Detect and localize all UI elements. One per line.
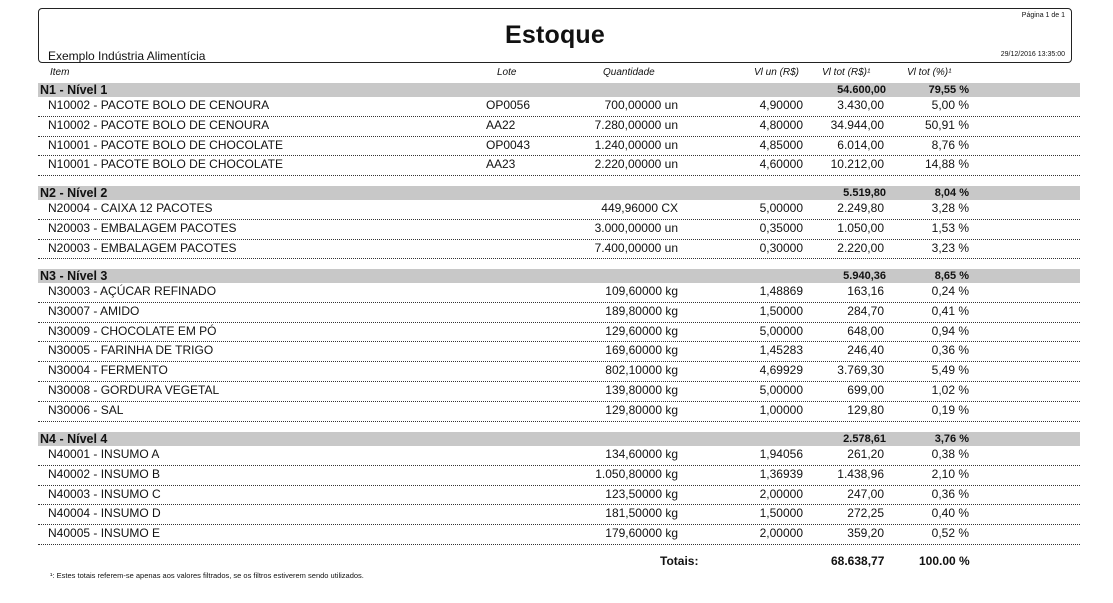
quantity-value: 802,10000 kg [605, 363, 678, 378]
unit-value: 1,36939 [759, 466, 803, 481]
totals-label: Totais: [660, 554, 699, 568]
percent-value: 0,38 % [931, 447, 969, 461]
percent-value: 5,00 % [931, 98, 969, 112]
percent-value: 0,52 % [931, 526, 969, 541]
item-name: N30006 - SAL [48, 402, 124, 417]
table-row [38, 486, 1080, 506]
col-header-vun: Vl un (R$) [754, 67, 800, 78]
totals-value: 68.638,77 [831, 554, 885, 568]
unit-value: 1,00000 [759, 402, 803, 417]
total-value: 261,20 [847, 447, 884, 461]
total-value: 3.769,30 [837, 363, 884, 378]
percent-value: 1,53 % [931, 220, 969, 235]
table-row [38, 382, 1080, 402]
total-value: 10.212,00 [830, 157, 884, 172]
item-name: N20004 - CAIXA 12 PACOTES [48, 201, 213, 215]
total-value: 284,70 [847, 303, 884, 318]
unit-value: 5,00000 [759, 201, 803, 215]
quantity-value: 449,96000 CX [601, 201, 678, 215]
group-pct: 79,55 % [928, 84, 969, 96]
item-name: N40003 - INSUMO C [48, 486, 161, 501]
item-name: N30005 - FARINHA DE TRIGO [48, 343, 214, 358]
percent-value: 0,94 % [931, 323, 969, 338]
group-total: 5.940,36 [843, 270, 886, 282]
item-name: N30003 - AÇÚCAR REFINADO [48, 284, 217, 298]
quantity-value: 1.050,80000 kg [595, 466, 678, 481]
group-name: N3 - Nível 3 [40, 269, 108, 283]
total-value: 129,80 [847, 402, 884, 417]
total-value: 1.438,96 [837, 466, 884, 481]
item-name: N40001 - INSUMO A [48, 447, 160, 461]
group-header [38, 83, 1080, 97]
percent-value: 50,91 % [924, 117, 969, 132]
total-value: 359,20 [847, 526, 884, 541]
table-row [38, 156, 1080, 176]
total-value: 163,16 [847, 284, 884, 298]
percent-value: 2,10 % [931, 466, 969, 481]
unit-value: 2,00000 [759, 526, 803, 541]
total-value: 246,40 [847, 343, 884, 358]
group-section [38, 432, 1080, 545]
percent-value: 0,19 % [931, 402, 969, 417]
item-name: N40002 - INSUMO B [48, 466, 161, 481]
percent-value: 8,76 % [931, 137, 969, 152]
company-name: Exemplo Indústria Alimentícia [48, 49, 206, 63]
quantity-value: 109,60000 kg [605, 284, 678, 298]
quantity-value: 129,60000 kg [605, 323, 678, 338]
table-row [38, 362, 1080, 382]
table-row [38, 137, 1080, 157]
group-name: N4 - Nível 4 [40, 432, 108, 446]
percent-value: 0,41 % [931, 303, 969, 318]
group-section [38, 269, 1080, 422]
item-name: N40004 - INSUMO D [48, 506, 161, 521]
report-datetime: 29/12/2016 13:35:00 [1000, 51, 1065, 58]
item-name: N30007 - AMIDO [48, 303, 140, 318]
percent-value: 3,23 % [931, 240, 969, 255]
group-total: 5.519,80 [843, 187, 886, 199]
item-name: N30004 - FERMENTO [48, 363, 168, 378]
unit-value: 1,45283 [759, 343, 803, 358]
group-name: N2 - Nível 2 [40, 186, 108, 200]
group-pct: 8,04 % [934, 187, 969, 199]
unit-value: 1,50000 [759, 506, 803, 521]
percent-value: 1,02 % [931, 382, 969, 397]
table-row [38, 117, 1080, 137]
quantity-value: 2.220,00000 un [594, 157, 678, 172]
table-row [38, 303, 1080, 323]
item-name: N10002 - PACOTE BOLO DE CENOURA [48, 117, 270, 132]
lote-value: AA23 [486, 157, 516, 172]
quantity-value: 179,60000 kg [605, 526, 678, 541]
quantity-value: 189,80000 kg [605, 303, 678, 318]
quantity-value: 123,50000 kg [605, 486, 678, 501]
totals-pct: 100.00 % [919, 554, 970, 568]
percent-value: 0,40 % [931, 506, 969, 521]
table-row [38, 283, 1080, 303]
table-row [38, 342, 1080, 362]
item-name: N30009 - CHOCOLATE EM PÓ [48, 323, 217, 338]
table-row [38, 446, 1080, 466]
unit-value: 1,94056 [759, 447, 803, 461]
table-row [38, 220, 1080, 240]
item-name: N10001 - PACOTE BOLO DE CHOCOLATE [48, 157, 283, 172]
total-value: 3.430,00 [837, 98, 884, 112]
table-row [38, 97, 1080, 117]
col-header-item: Item [50, 67, 70, 78]
item-name: N20003 - EMBALAGEM PACOTES [48, 220, 237, 235]
quantity-value: 7.400,00000 un [594, 240, 678, 255]
total-value: 272,25 [847, 506, 884, 521]
table-row [38, 402, 1080, 422]
table-row [38, 240, 1080, 260]
quantity-value: 181,50000 kg [605, 506, 678, 521]
unit-value: 5,00000 [759, 382, 803, 397]
unit-value: 0,30000 [759, 240, 803, 255]
item-name: N40005 - INSUMO E [48, 526, 161, 541]
item-name: N20003 - EMBALAGEM PACOTES [48, 240, 237, 255]
table-row [38, 200, 1080, 220]
total-value: 34.944,00 [830, 117, 884, 132]
quantity-value: 1.240,00000 un [594, 137, 678, 152]
percent-value: 0,24 % [931, 284, 969, 298]
unit-value: 4,90000 [759, 98, 803, 112]
total-value: 6.014,00 [837, 137, 884, 152]
group-section [38, 186, 1080, 259]
table-row [38, 525, 1080, 545]
percent-value: 0,36 % [931, 343, 969, 358]
lote-value: OP0056 [486, 98, 531, 112]
total-value: 1.050,00 [837, 220, 884, 235]
report-title: Estoque [504, 21, 606, 49]
percent-value: 3,28 % [931, 201, 969, 215]
unit-value: 4,60000 [759, 157, 803, 172]
unit-value: 4,80000 [759, 117, 803, 132]
group-header [38, 269, 1080, 283]
total-value: 648,00 [847, 323, 884, 338]
col-header-vtot: Vl tot (R$)¹ [822, 67, 871, 78]
item-name: N10002 - PACOTE BOLO DE CENOURA [48, 98, 270, 112]
table-row [38, 505, 1080, 525]
col-header-qty: Quantidade [603, 67, 655, 78]
unit-value: 1,48869 [759, 284, 803, 298]
group-pct: 8,65 % [934, 270, 969, 282]
quantity-value: 139,80000 kg [605, 382, 678, 397]
footnote: ¹: Estes totais referem-se apenas aos valores filtrados, se os filtros estiverem sendo utilizados. [50, 571, 364, 580]
quantity-value: 3.000,00000 un [594, 220, 678, 235]
percent-value: 14,88 % [924, 157, 969, 172]
col-header-lote: Lote [497, 67, 517, 78]
unit-value: 1,50000 [759, 303, 803, 318]
unit-value: 0,35000 [759, 220, 803, 235]
unit-value: 4,85000 [759, 137, 803, 152]
group-section [38, 83, 1080, 176]
group-header [38, 432, 1080, 446]
item-name: N10001 - PACOTE BOLO DE CHOCOLATE [48, 137, 283, 152]
quantity-value: 700,00000 un [604, 98, 678, 112]
group-total: 2.578,61 [843, 433, 886, 445]
lote-value: OP0043 [486, 137, 531, 152]
group-name: N1 - Nível 1 [40, 83, 108, 97]
quantity-value: 7.280,00000 un [594, 117, 678, 132]
percent-value: 5,49 % [931, 363, 969, 378]
group-pct: 3,76 % [934, 433, 969, 445]
unit-value: 5,00000 [759, 323, 803, 338]
lote-value: AA22 [486, 117, 516, 132]
total-value: 699,00 [847, 382, 884, 397]
table-row [38, 323, 1080, 343]
table-row [38, 466, 1080, 486]
percent-value: 0,36 % [931, 486, 969, 501]
col-header-pct: Vl tot (%)¹ [907, 67, 952, 78]
report-header [38, 8, 1072, 63]
quantity-value: 129,80000 kg [605, 402, 678, 417]
total-value: 247,00 [847, 486, 884, 501]
quantity-value: 134,60000 kg [605, 447, 678, 461]
group-header [38, 186, 1080, 200]
unit-value: 2,00000 [759, 486, 803, 501]
item-name: N30008 - GORDURA VEGETAL [48, 382, 220, 397]
unit-value: 4,69929 [759, 363, 803, 378]
group-total: 54.600,00 [837, 84, 886, 96]
page-number: Página 1 de 1 [1021, 12, 1065, 19]
quantity-value: 169,60000 kg [605, 343, 678, 358]
total-value: 2.220,00 [837, 240, 884, 255]
total-value: 2.249,80 [837, 201, 884, 215]
